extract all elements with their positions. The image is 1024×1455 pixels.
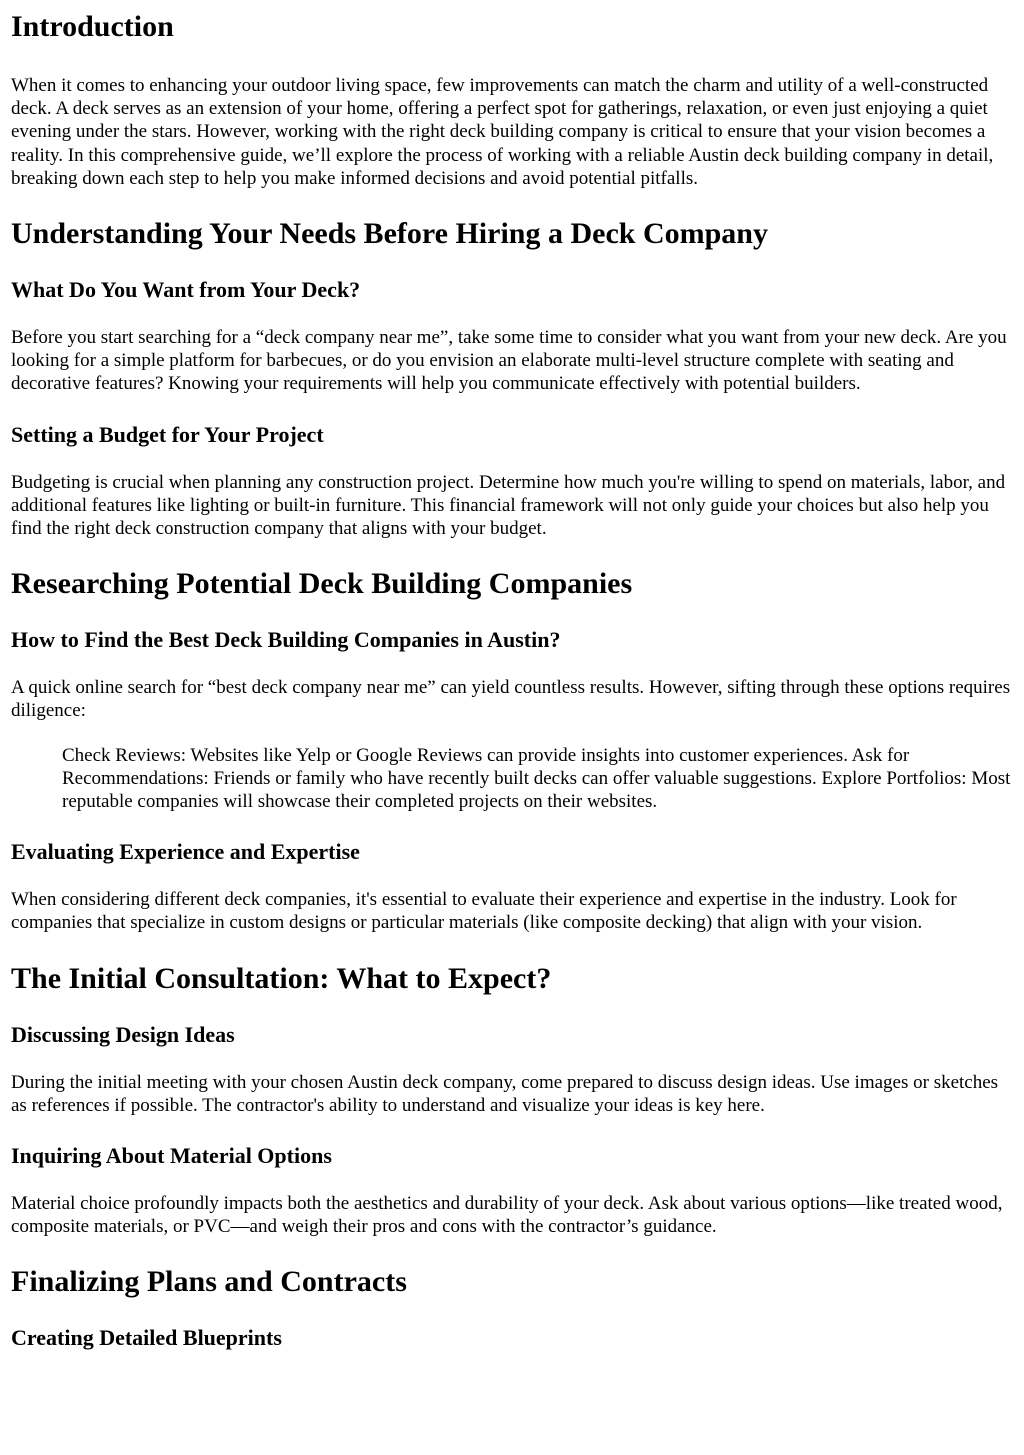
article	[0, 9, 1024, 1352]
section-heading-research: Researching Potential Deck Building Companies	[11, 567, 633, 601]
subheading-budget: Setting a Budget for Your Project	[11, 421, 324, 447]
list-item-recommendations: Ask for Recommendations: Friends or family who have recently built decks can offer valuable suggestions.	[62, 744, 910, 789]
section-heading-consultation: The Initial Consultation: What to Expect?	[11, 961, 552, 995]
intro-paragraph: When it comes to enhancing your outdoor living space, few improvements can match the charm and utility of a well-constructed deck. A deck serves as an extension of your home, offering a perfect spot for gatherings, relaxation, or even just enjoying a quiet evening under the stars. However, working with the right deck building company is critical to ensure that your vision becomes a reality. In this comprehensive guide, we’ll explore the process of working with a reliable Austin deck building company in detail, breaking down each step to help you make informed decisions and avoid potential pitfalls.	[11, 75, 994, 189]
section-heading-finalizing: Finalizing Plans and Contracts	[11, 1265, 407, 1299]
subheading-material: Inquiring About Material Options	[11, 1143, 332, 1169]
want-paragraph: Before you start searching for a “deck company near me”, take some time to consider what you want from your new deck. Are you looking for a simple platform for barbecues, or do you envision an elaborate multi-level structure complete with seating and decorative features? Knowing your requirements will help you communicate effectively with potential builders.	[11, 327, 1007, 395]
subheading-design: Discussing Design Ideas	[11, 1021, 235, 1047]
subheading-want: What Do You Want from Your Deck?	[11, 277, 361, 303]
budget-paragraph: Budgeting is crucial when planning any construction project. Determine how much you're willing to spend on materials, labor, and additional features like lighting or built-in furniture. This financial framework will not only guide your choices but also help you find the right deck construction company that aligns with your budget.	[11, 471, 1006, 540]
list-item-reviews: Check Reviews: Websites like Yelp or Google Reviews can provide insights into customer experiences.	[62, 744, 852, 766]
find-paragraph: A quick online search for “best deck company near me” can yield countless results. However, sifting through these options requires diligence:	[11, 677, 1011, 722]
section-heading-introduction: Introduction	[11, 10, 174, 43]
evaluate-paragraph: When considering different deck companies, it's essential to evaluate their experience and expertise in the industry. Look for companies that specialize in custom designs or particular materials (like composite decking) that align with your vision.	[11, 889, 957, 934]
subheading-evaluate: Evaluating Experience and Expertise	[11, 839, 360, 865]
subheading-find: How to Find the Best Deck Building Companies in Austin?	[11, 627, 561, 653]
section-heading-needs: Understanding Your Needs Before Hiring a Deck Company	[11, 217, 768, 251]
design-paragraph: During the initial meeting with your chosen Austin deck company, come prepared to discuss design ideas. Use images or sketches as references if possible. The contractor's ability to understand and visualize your ideas is key here.	[11, 1071, 999, 1116]
list-item-portfolios: Explore Portfolios: Most reputable companies will showcase their completed projects on their websites.	[62, 767, 1011, 813]
subheading-blueprints: Creating Detailed Blueprints	[11, 1325, 282, 1351]
tips-list	[11, 744, 1013, 814]
material-paragraph: Material choice profoundly impacts both the aesthetics and durability of your deck. Ask about various options—like treated wood, composite materials, or PVC—and weigh their pros and cons with the contractor’s guidance.	[11, 1193, 1003, 1238]
